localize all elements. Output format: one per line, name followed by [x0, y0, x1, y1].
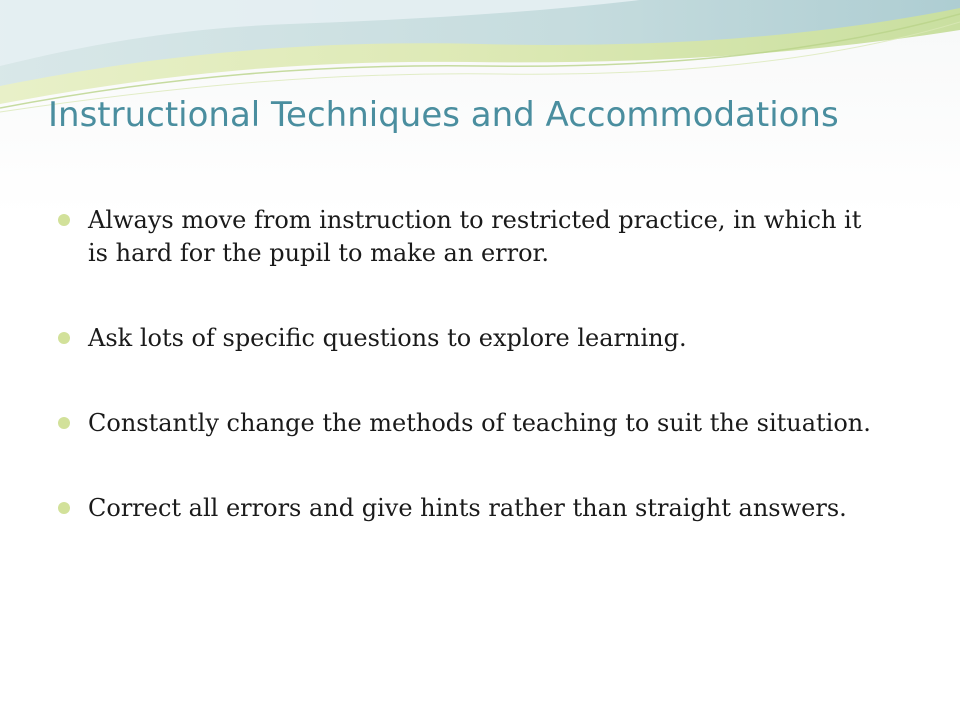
bullet-text: Correct all errors and give hints rather than straight answers. — [88, 494, 847, 522]
bullet-item — [58, 204, 878, 270]
bullet-dot-icon — [58, 502, 70, 514]
bullet-item — [58, 322, 878, 355]
bullet-list — [58, 204, 878, 577]
bullet-item — [58, 407, 878, 440]
bullet-dot-icon — [58, 417, 70, 429]
bullet-text: Always move from instruction to restricted practice, in which it is hard for the pupil to make an error. — [88, 206, 862, 267]
slide-title: Instructional Techniques and Accommodations — [48, 95, 839, 135]
bullet-item — [58, 492, 878, 525]
bullet-dot-icon — [58, 214, 70, 226]
bullet-text: Constantly change the methods of teaching to suit the situation. — [88, 409, 871, 437]
bullet-text: Ask lots of specific questions to explore learning. — [88, 324, 687, 352]
bullet-dot-icon — [58, 332, 70, 344]
